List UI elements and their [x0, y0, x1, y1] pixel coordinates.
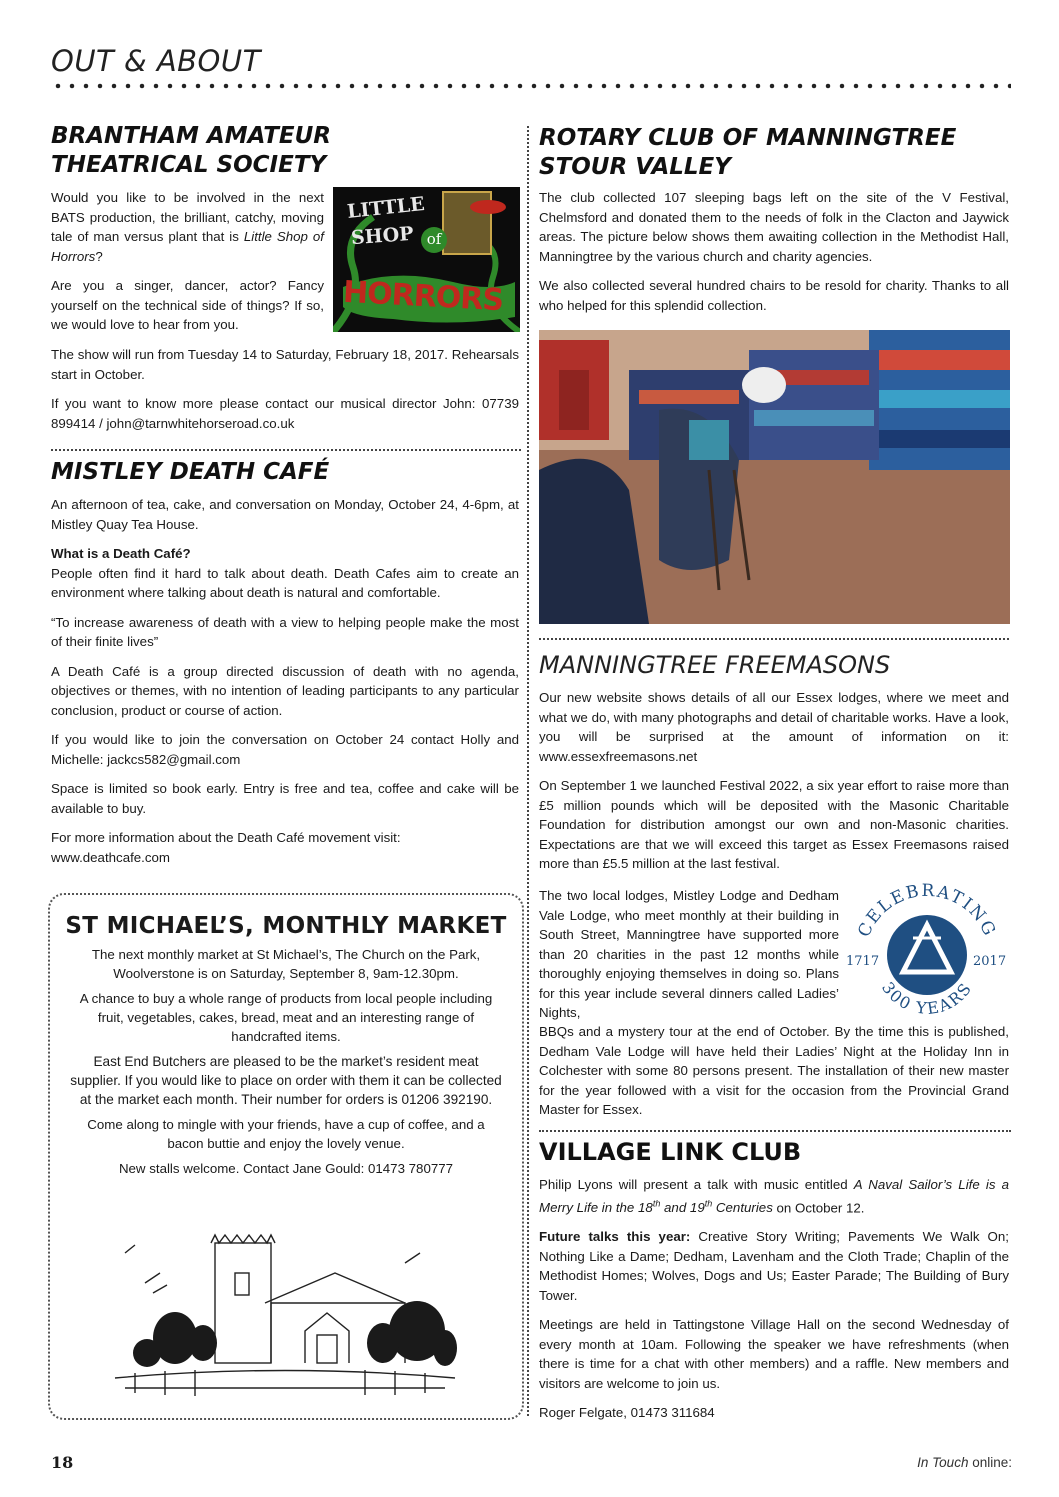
poster-title-line3: HORRORS: [342, 274, 504, 319]
brantham-article: [51, 122, 519, 180]
death-cafe-paragraph-1: An afternoon of tea, cake, and conversation on Monday, October 24, 4-6pm, at Mistley Quay Tea House.: [51, 497, 519, 532]
brantham-title-line2: THEATRICAL SOCIETY: [51, 152, 327, 178]
badge-right-year: 2017: [973, 954, 1007, 969]
church-sketch: [105, 1213, 465, 1403]
village-p1-start: Philip Lyons will present a talk with music entitled: [539, 1177, 854, 1192]
celebrating-300-years-badge: [843, 880, 1011, 1020]
little-shop-poster: [333, 187, 520, 332]
village-p2-bold: Future talks this year:: [539, 1229, 691, 1245]
brantham-text-wrap: [51, 188, 324, 335]
poster-of: of: [421, 227, 447, 253]
village-paragraph-1: [539, 1175, 1009, 1217]
rotary-title-line2: STOUR VALLEY: [539, 154, 731, 180]
death-cafe-paragraph-2: People often find it hard to talk about death. Death Cafes aim to create an environment where talking about death is natural and comfortable.: [51, 565, 519, 600]
freemasons-text-full: [539, 1022, 1009, 1120]
village-paragraph-4: Roger Felgate, 01473 311684: [539, 1405, 715, 1421]
market-paragraph-5: New stalls welcome. Contact Jane Gould: 01473 780777: [118, 1161, 454, 1176]
rotary-paragraph-1: The club collected 107 sleeping bags left on the site of the V Festival, Chelmsford and donated them to the needs of folk in the Clacton and Jaywick areas. The picture below shows them awaiting collection in the Methodist Hall, Manningtree by the various church and charity agencies.: [539, 190, 1009, 264]
top-dotted-rule: [51, 82, 1011, 90]
page-number: 18: [51, 1453, 74, 1472]
freemasons-paragraph-1: Our new website shows details of all our Essex lodges, where we meet and what we do, with many photographs and detail of charitable works. Have a look, you will be surprised at the amount of information on it: www.essexfreemasons.net: [539, 690, 1009, 764]
death-cafe-paragraph-5: If you would like to join the conversation on October 24 contact Holly and Michelle: jackcs582@gmail.com: [51, 732, 519, 767]
village-title: VILLAGE LINK CLUB: [539, 1138, 802, 1166]
village-p1-end: on October 12.: [772, 1199, 865, 1215]
village-paragraph-2: [539, 1227, 1009, 1305]
village-p1-sup1: th: [652, 1198, 661, 1209]
market-title: ST MICHAEL’S, MONTHLY MARKET: [65, 913, 507, 939]
section-label: OUT & ABOUT: [51, 44, 261, 78]
market-paragraph-4: Come along to mingle with your friends, have a cup of coffee, and a bacon buttie and enjoy the lovely venue.: [87, 1117, 485, 1151]
village-p1-italic: A Naval Sailor’s Life is a Merry Life in the 18: [539, 1177, 1009, 1215]
rotary-title-line1: ROTARY CLUB OF MANNINGTREE: [539, 125, 957, 151]
market-box: [48, 893, 524, 1420]
death-cafe-article: [51, 458, 519, 867]
death-cafe-question: What is a Death Café?: [51, 546, 191, 561]
freemasons-article: [539, 650, 1009, 874]
divider-right-2: [539, 1130, 1011, 1132]
badge-graphic: [843, 880, 1011, 1020]
divider-right-1: [539, 638, 1009, 640]
village-p1-sup2: th: [704, 1198, 713, 1209]
sleeping-bags-photo: [539, 330, 1010, 624]
badge-top-text: CELEBRATING: [854, 880, 1000, 941]
poster-title-line1: LITTLE: [346, 192, 426, 224]
poster-title-line2: SHOP: [350, 222, 415, 250]
freemasons-paragraph-2: On September 1 we launched Festival 2022, a six year effort to raise more than £5 million pounds which will be deposited with the Masonic Charitable Foundation for distribution amongst our own and non-Masonic charities. Expectations are that we will exceed this target as Essex Freemasons raised more than £5.5 million at the last festival.: [539, 778, 1009, 871]
village-paragraph-3: Meetings are held in Tattingstone Village Hall on the second Wednesday of every month at 10am. Following the speaker we have refreshments (when there is time for a chat with other members) and a raffle. New members and visitors are welcome to join us.: [539, 1317, 1009, 1391]
brantham-paragraph-2: Are you a singer, dancer, actor? Fancy yourself on the technical side of things? If so, we would love to hear from you.: [51, 278, 324, 332]
brantham-text-full: [51, 345, 519, 433]
death-cafe-paragraph-6: Space is limited so book early. Entry is free and tea, coffee and cake will be available to buy.: [51, 781, 519, 816]
brantham-p1: Would you like to be involved in the next BATS production, the brilliant, catchy, moving tale of man versus plant that is: [51, 190, 324, 244]
footer-brand: [917, 1455, 1012, 1470]
rotary-article: [539, 124, 1009, 315]
death-cafe-title: MISTLEY DEATH CAFÉ: [51, 459, 330, 485]
brantham-paragraph-4: If you want to know more please contact our musical director John: 07739 899414 / john@tarnwhitehorseroad.co.uk: [51, 396, 519, 431]
market-paragraph-2: A chance to buy a whole range of products from local people including fruit, vegetables, cakes, bread, meat and an interesting range of handcrafted items.: [79, 991, 493, 1044]
divider-left-1: [51, 449, 521, 451]
village-p2: Creative Story Writing; Pavements We Walk On; Nothing Like a Dame; Dedham, Lavenham and the Cloth Trade; Chaplin of the Methodist Homes; Wolves, Dogs and Us; Easter Parade; The Building of Bury Tower.: [539, 1229, 1009, 1303]
brantham-title-line1: BRANTHAM AMATEUR: [51, 123, 331, 149]
freemasons-paragraph-3b: BBQs and a mystery tour at the end of October. By the time this is published, Dedham Vale Lodge will have held their Ladies’ Night at the Holiday Inn in Colchester with some 80 persons present. The installation of their new master for the year followed with a visit for the occasion from the Provincial Grand Master for Essex.: [539, 1024, 1009, 1117]
death-cafe-paragraph-7a: For more information about the Death Café movement visit:: [51, 830, 401, 845]
badge-left-year: 1717: [846, 954, 880, 969]
sleeping-bags-photo-graphic: [539, 330, 1010, 624]
footer-brand-name: In Touch: [917, 1455, 969, 1470]
death-cafe-paragraph-4: A Death Café is a group directed discussion of death with no agenda, objectives or themes, with no intention of leading participants to any particular conclusion, product or course of action.: [51, 663, 519, 718]
church-sketch-icon: [105, 1213, 465, 1403]
freemasons-text-wrap: [539, 886, 839, 1023]
brantham-paragraph-1: [51, 188, 324, 266]
freemasons-paragraph-3a: The two local lodges, Mistley Lodge and Dedham Vale Lodge, who meet monthly at their building in South Street, Manningtree have supported more than 20 charities in the past 12 months while thoroughly enjoying themselves in doing so. Plans for this year include several dinners called Ladies’ Nights,: [539, 888, 839, 1020]
badge-bottom-text: 300 YEARS: [878, 978, 977, 1019]
brantham-paragraph-3: The show will run from Tuesday 14 to Saturday, February 18, 2017. Rehearsals start in October.: [51, 347, 519, 382]
village-p1-italic2: and 19: [660, 1199, 705, 1215]
village-p1-italic3: Centuries: [712, 1199, 773, 1215]
brantham-p1-italic: Little Shop of Horrors: [51, 229, 324, 264]
rotary-paragraph-2: We also collected several hundred chairs to be resold for charity. Thanks to all who helped for this splendid collection.: [539, 278, 1009, 313]
footer-suffix: online:: [968, 1455, 1012, 1470]
market-paragraph-1: The next monthly market at St Michael’s, The Church on the Park, Woolverstone is on Saturday, September 8, 9am-12.30pm.: [91, 947, 481, 981]
market-paragraph-3: East End Butchers are pleased to be the market’s resident meat supplier. If you would like to place on order with them it can be collected at the market each month. Their number for orders is 01206 392190.: [70, 1054, 502, 1107]
freemasons-title: MANNINGTREE FREEMASONS: [539, 651, 891, 679]
brantham-title: [51, 122, 519, 180]
rotary-title: [539, 124, 1009, 182]
village-article: [539, 1137, 1009, 1423]
death-cafe-paragraph-3: “To increase awareness of death with a view to helping people make the most of their finite lives”: [51, 614, 519, 649]
death-cafe-link[interactable]: www.deathcafe.com: [51, 849, 170, 865]
column-divider: [527, 126, 529, 1416]
brantham-p1-end: ?: [95, 248, 103, 264]
